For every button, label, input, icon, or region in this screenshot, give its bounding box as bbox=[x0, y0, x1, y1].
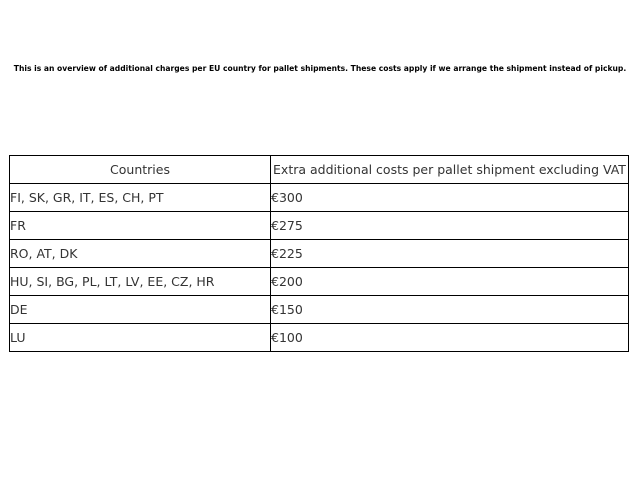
charges-table bbox=[9, 155, 629, 352]
countries-cell: FI, SK, GR, IT, ES, CH, PT bbox=[10, 184, 271, 212]
table-row bbox=[10, 296, 629, 324]
table-row bbox=[10, 268, 629, 296]
table-row bbox=[10, 240, 629, 268]
cost-cell: €100 bbox=[271, 324, 629, 352]
table-row bbox=[10, 212, 629, 240]
table-row bbox=[10, 324, 629, 352]
table-header-row bbox=[10, 156, 629, 184]
countries-cell: RO, AT, DK bbox=[10, 240, 271, 268]
cost-cell: €150 bbox=[271, 296, 629, 324]
countries-cell: HU, SI, BG, PL, LT, LV, EE, CZ, HR bbox=[10, 268, 271, 296]
cost-cell: €200 bbox=[271, 268, 629, 296]
countries-cell: FR bbox=[10, 212, 271, 240]
countries-cell: DE bbox=[10, 296, 271, 324]
column-header-countries: Countries bbox=[10, 156, 271, 184]
cost-cell: €300 bbox=[271, 184, 629, 212]
countries-cell: LU bbox=[10, 324, 271, 352]
column-header-costs: Extra additional costs per pallet shipment excluding VAT bbox=[271, 156, 629, 184]
cost-cell: €275 bbox=[271, 212, 629, 240]
intro-text: This is an overview of additional charges per EU country for pallet shipments. These costs apply if we arrange the shipment instead of pickup. bbox=[13, 64, 627, 73]
cost-cell: €225 bbox=[271, 240, 629, 268]
table-row bbox=[10, 184, 629, 212]
